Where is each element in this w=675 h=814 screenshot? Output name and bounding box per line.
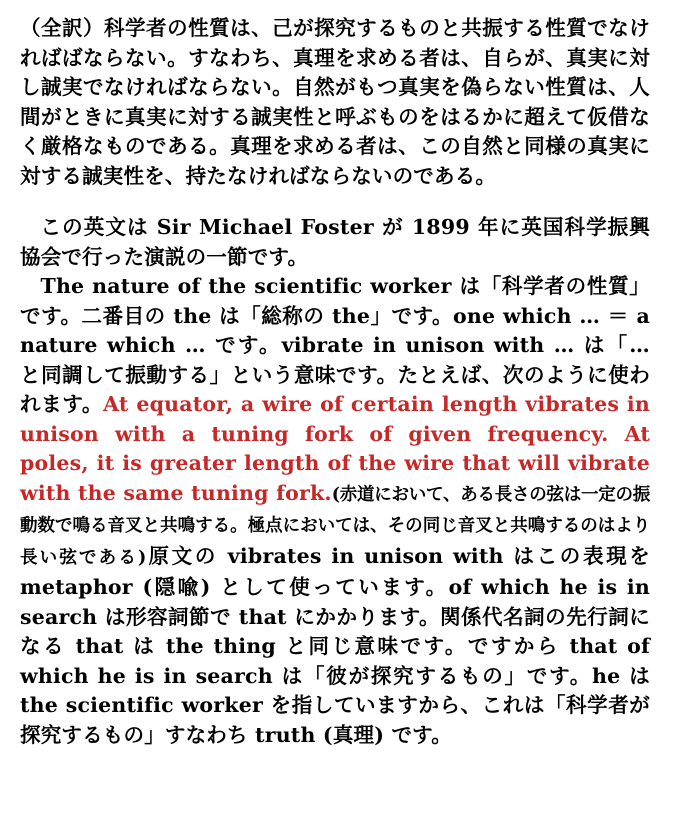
translation-paragraph: （全訳）科学者の性質は、己が探究するものと共振する性質でなければばならない。すなわち、真理を求める者は、自らが、真実に対し誠実でなければならない。自然がもつ真実を偽らない性質は、人間がときに真実に対する誠実性と呼ぶものをはるかに超えて仮借なく厳格なものである。真理を求める者は、この自然と同様の真実に対する誠実性を、持たなければならないのである。 — [20, 16, 650, 188]
example-sentence-english: At equator, a wire of certain length vibrates in unison with a tuning fork of given frequency. At poles, it is greater length of the wire that will vibrate with the same tuning fork. — [20, 392, 650, 505]
paragraph-gap — [20, 191, 650, 213]
explanation-text-intro: The nature of the scientific worker は「科学者の性質」です。二番目の the は「総称の the」です。one which … ＝ a nature which … です。vibrate in unison with … は「… と同調して振動する」という意味です。たとえば、次のように使われます。 — [20, 274, 650, 416]
source-note-paragraph: この英文は Sir Michael Foster が 1899 年に英国科学振興協会で行った演説の一節です。 — [20, 215, 650, 269]
document-page — [20, 14, 650, 750]
explanation-paragraph — [20, 272, 650, 750]
example-sentence-translation: (赤道において、ある長さの弦は一定の振動数で鳴る音叉と共鳴する。極点においては、その同じ音叉と共鳴するのはより長い弦である) — [20, 484, 651, 568]
explanation-text-continued: 原文の vibrates in unison with はこの表現を metaphor (隠喩) として使っています。of which he is in search は形容詞節で that にかかります。関係代名詞の先行詞になる that は the thing と同じ意味です。ですから that of which he is in search は「彼が探究するもの」です。he は the scientific worker を指していますから、これは「科学者が探究するもの」すなわち truth (真理) です。 — [20, 543, 650, 747]
